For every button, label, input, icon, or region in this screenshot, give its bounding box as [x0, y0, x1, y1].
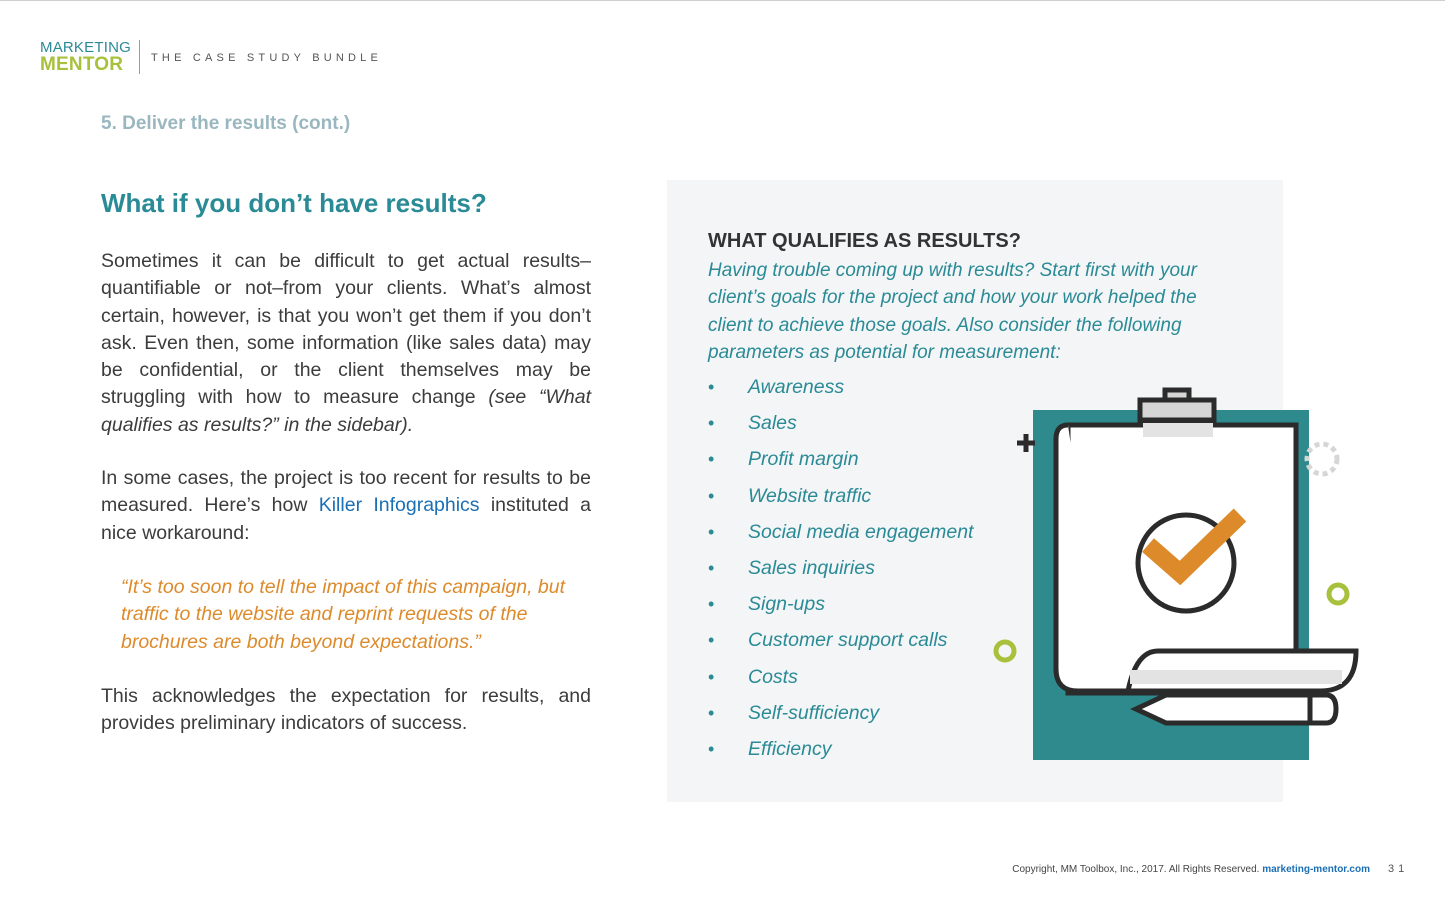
paragraph-intro	[101, 248, 591, 439]
bullet-icon: •	[708, 485, 715, 506]
list-item	[708, 731, 973, 767]
measurement-list	[708, 369, 973, 767]
paragraph-conclusion: This acknowledges the expectation for results, and provides preliminary indicators of success.	[101, 685, 591, 735]
marketing-mentor-logo	[40, 40, 131, 74]
pencil-icon	[1136, 695, 1336, 723]
list-item	[708, 441, 973, 477]
list-item	[708, 659, 973, 695]
list-item-label: Efficiency	[748, 737, 832, 760]
list-item	[708, 369, 973, 405]
list-item	[708, 550, 973, 586]
list-item-label: Website traffic	[748, 484, 872, 507]
green-ring-icon	[996, 642, 1014, 660]
bullet-icon: •	[708, 377, 715, 397]
sidebar-reference: (see “What qualifies as results?” in the sidebar).	[101, 386, 591, 436]
logo-bottom-text: MENTOR	[40, 54, 124, 75]
list-item-label: Awareness	[748, 376, 845, 398]
bullet-icon: •	[708, 666, 715, 687]
clipboard-clip	[1140, 390, 1214, 420]
footer-copyright	[1012, 864, 1370, 875]
clipboard-checkmark-icon	[990, 385, 1362, 765]
list-item-label: Profit margin	[748, 448, 859, 471]
list-item	[708, 622, 973, 658]
client-quote: “It’s too soon to tell the impact of this campaign, but traffic to the website and reprint requests of the brochures are both beyond expectations.”	[121, 576, 566, 653]
bullet-icon: •	[708, 413, 715, 434]
bullet-icon: •	[708, 738, 715, 759]
list-item-label: Costs	[748, 665, 798, 688]
list-item-label: Self-sufficiency	[748, 701, 880, 724]
list-item	[708, 695, 973, 731]
bullet-icon: •	[708, 449, 715, 470]
list-item	[708, 478, 973, 514]
list-item-label: Sales	[748, 412, 797, 435]
plus-icon	[1017, 434, 1035, 452]
dashed-circle-icon	[1307, 444, 1337, 474]
bullet-icon: •	[708, 521, 715, 542]
paragraph-workaround-text: In some cases, the project is too recent for results to be measured. Here’s how	[101, 467, 591, 517]
header-divider	[139, 40, 140, 74]
green-ring-icon	[1329, 585, 1347, 603]
list-item	[708, 514, 973, 550]
paragraph-workaround	[101, 465, 591, 547]
sidebar-intro: Having trouble coming up with results? Start first with your client’s goals for the project and how your work helped the client to achieve those goals. Also consider the following parameters as potential for measurement:	[708, 260, 1197, 363]
bullet-icon: •	[708, 630, 715, 651]
list-item-label: Sales inquiries	[748, 556, 875, 579]
copyright-text: Copyright, MM Toolbox, Inc., 2017. All Rights Reserved.	[1012, 864, 1260, 875]
list-item-label: Social media engagement	[748, 520, 974, 543]
section-label: 5. Deliver the results (cont.)	[101, 113, 351, 134]
footer-url-link[interactable]: marketing-mentor.com	[1262, 864, 1370, 875]
bullet-icon: •	[708, 702, 715, 723]
bullet-icon: •	[708, 594, 715, 615]
main-heading: What if you don’t have results?	[101, 188, 487, 218]
list-item-label: Customer support calls	[748, 629, 948, 652]
logo-top-text: MARKETING	[40, 39, 131, 56]
paper-shadow	[1130, 670, 1342, 684]
list-item	[708, 405, 973, 441]
top-rule	[0, 0, 1445, 1]
bundle-title: THE CASE STUDY BUNDLE	[151, 52, 383, 64]
paragraph-workaround-end: instituted a nice workaround:	[101, 494, 591, 544]
killer-infographics-link[interactable]: Killer Infographics	[318, 494, 480, 517]
bullet-icon: •	[708, 557, 715, 578]
paragraph-intro-text: Sometimes it can be difficult to get actual results–quantifiable or not–from your clients. What’s almost certain, however, is that you won’t get them if you don’t ask. Even then, some information (like sales data) may be confidential, or the client themselves may be struggling with how to measure change	[101, 250, 591, 409]
sidebar-title: WHAT QUALIFIES AS RESULTS?	[708, 230, 1021, 252]
clip-shadow	[1143, 423, 1213, 437]
list-item-label: Sign-ups	[748, 593, 825, 616]
list-item	[708, 586, 973, 622]
page-number: 31	[1388, 863, 1409, 875]
